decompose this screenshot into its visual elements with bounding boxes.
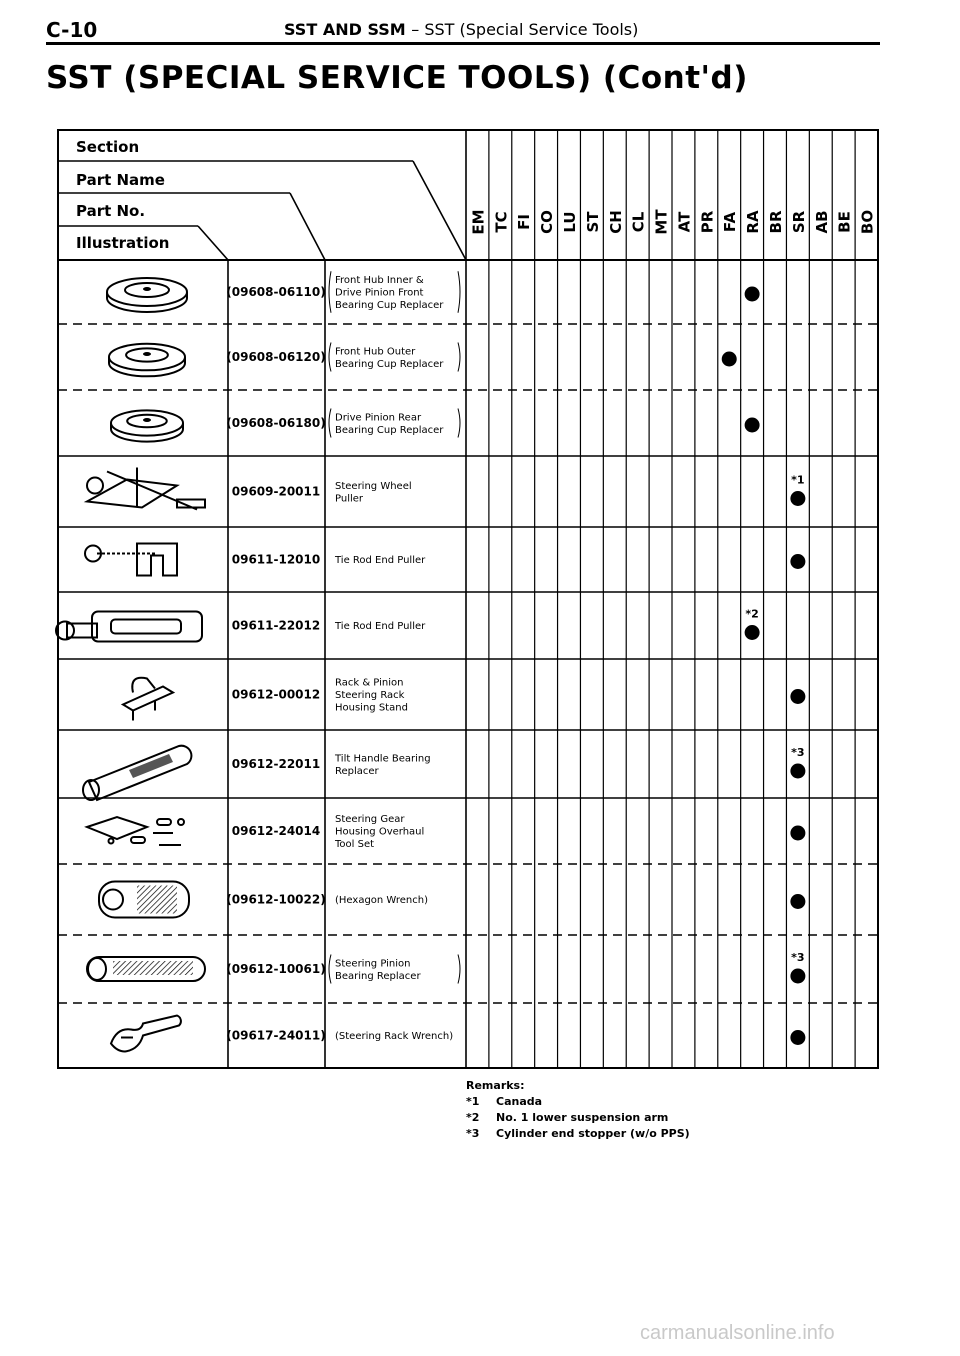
- remark-1-text: Canada: [496, 1095, 543, 1108]
- tool-row: [111, 409, 760, 442]
- remark-2-text: No. 1 lower suspension arm: [496, 1111, 669, 1124]
- applicability-note: *3: [791, 951, 805, 964]
- section-code-br: BR: [767, 210, 785, 234]
- section-code-ab: AB: [812, 210, 831, 234]
- part-name-line: Replacer: [335, 765, 379, 777]
- section-code-mt: MT: [652, 209, 671, 235]
- applicability-dot: [745, 625, 760, 640]
- applicability-dot: [790, 689, 805, 704]
- section-code-pr: PR: [698, 210, 717, 234]
- running-title-main: SST AND SSM: [284, 20, 406, 39]
- remark-1-key: *1: [466, 1095, 480, 1108]
- section-code-bo: BO: [858, 209, 877, 235]
- page-title: SST (SPECIAL SERVICE TOOLS) (Cont'd): [46, 60, 748, 96]
- cup-replacer-medium-illustration: [109, 344, 185, 377]
- tool-row: [56, 608, 760, 642]
- header-diagonal-part-no: [198, 226, 228, 260]
- part-name-line: Front Hub Outer: [335, 346, 416, 358]
- section-code-co: CO: [538, 210, 557, 234]
- tool-row: [87, 468, 805, 510]
- tool-row: [85, 544, 805, 576]
- section-code-be: BE: [835, 211, 854, 233]
- part-number: (09608-06110): [226, 285, 326, 299]
- overhaul-tool-set-illustration: [87, 817, 184, 845]
- housing-stand-illustration: [123, 678, 173, 721]
- remark-2: [466, 1110, 690, 1126]
- section-code-ch: CH: [606, 210, 625, 234]
- tool-row: [87, 951, 805, 984]
- section-code-ra: RA: [744, 210, 763, 234]
- bearing-replacer-illustration: [83, 746, 191, 800]
- header-part-no-label: Part No.: [76, 202, 146, 220]
- watermark: carmanualsonline.info: [640, 1322, 835, 1344]
- part-name-line: Tool Set: [335, 839, 375, 850]
- applicability-note: *3: [791, 746, 805, 759]
- applicability-dot: [790, 969, 805, 984]
- applicability-dot: [790, 826, 805, 841]
- applicability-dot: [790, 554, 805, 569]
- part-name-line: Housing Stand: [335, 702, 408, 714]
- header-diagonal-part-name: [290, 193, 325, 260]
- applicability-note: *1: [791, 473, 805, 487]
- part-name-line: Steering Gear: [335, 814, 405, 825]
- remarks: [466, 1078, 690, 1142]
- cup-replacer-small-illustration: [111, 410, 183, 441]
- part-name-line: Drive Pinion Front: [335, 287, 424, 299]
- remark-2-key: *2: [466, 1111, 480, 1124]
- rack-wrench-illustration: [111, 1016, 181, 1052]
- applicability-note: *2: [745, 607, 759, 621]
- header-diagonal-section: [413, 161, 466, 260]
- part-number: (09608-06180): [226, 416, 326, 430]
- table-frame: [58, 130, 878, 1068]
- pinion-replacer-illustration: [87, 957, 205, 981]
- part-number: (09612-10061): [226, 962, 326, 976]
- part-number: 09611-22012: [231, 618, 321, 633]
- steering-wheel-puller-illustration: [87, 468, 205, 510]
- remarks-title: Remarks:: [466, 1079, 525, 1092]
- part-name-line: Bearing Cup Replacer: [335, 358, 444, 370]
- part-name-line: Steering Wheel: [335, 480, 412, 492]
- table-grid: [58, 130, 878, 1068]
- section-code-sr: SR: [789, 210, 808, 234]
- part-name-line: Tie Rod End Puller: [335, 555, 426, 566]
- tool-row: [107, 271, 760, 313]
- remark-3: [466, 1126, 690, 1142]
- part-name-line: Front Hub Inner &: [335, 275, 424, 286]
- bracket-right: [458, 271, 460, 313]
- part-name-line: Drive Pinion Rear: [335, 412, 422, 424]
- bracket-left: [329, 343, 331, 372]
- bracket-left: [329, 409, 331, 438]
- applicability-dot: [790, 894, 805, 909]
- header-section-label: Section: [76, 138, 140, 156]
- part-number: 09612-00012: [231, 687, 321, 702]
- applicability-dot: [722, 352, 737, 367]
- part-number: (09612-10022): [226, 892, 326, 907]
- part-name-line: Puller: [335, 493, 364, 505]
- header-part-name-label: Part Name: [76, 171, 165, 189]
- section-code-fa: FA: [721, 211, 740, 233]
- applicability-dot: [745, 287, 760, 302]
- cup-replacer-large-illustration: [107, 278, 187, 312]
- header-illustration-label: Illustration: [76, 234, 170, 252]
- part-number: 09609-20011: [231, 484, 321, 499]
- part-number: 09611-12010: [231, 552, 321, 567]
- section-code-lu: LU: [561, 211, 579, 233]
- tool-row: [83, 746, 805, 800]
- part-number: 09612-22011: [231, 757, 321, 771]
- part-name-line: Bearing Replacer: [335, 970, 421, 982]
- bracket-right: [458, 955, 460, 984]
- part-name-line: Steering Pinion: [335, 958, 411, 970]
- tool-row: [99, 882, 805, 918]
- remark-3-text: Cylinder end stopper (w/o PPS): [496, 1127, 690, 1140]
- page-number: C-10: [46, 18, 98, 42]
- part-name-line: Tie Rod End Puller: [335, 621, 426, 632]
- section-code-at: AT: [675, 211, 694, 233]
- part-name-line: Bearing Cup Replacer: [335, 424, 444, 436]
- bracket-left: [329, 271, 331, 313]
- tie-rod-puller-illustration: [85, 544, 177, 576]
- part-name-line: Steering Rack: [335, 690, 405, 701]
- part-name-line: Housing Overhaul: [335, 826, 425, 838]
- part-name-line: Bearing Cup Replacer: [335, 300, 444, 311]
- applicability-dot: [790, 1030, 805, 1045]
- part-name-line: (Hexagon Wrench): [335, 895, 428, 906]
- bracket-right: [458, 343, 460, 372]
- part-number: 09612-24014: [231, 824, 321, 838]
- remark-3-key: *3: [466, 1127, 480, 1140]
- section-codes: [469, 209, 876, 235]
- tie-rod-puller-large-illustration: [56, 612, 202, 642]
- section-code-tc: TC: [492, 211, 511, 233]
- applicability-dot: [790, 764, 805, 779]
- tool-row: [87, 814, 805, 850]
- tool-row: [111, 1016, 805, 1052]
- hexagon-wrench-illustration: [99, 882, 189, 918]
- section-code-em: EM: [469, 209, 488, 235]
- applicability-dot: [790, 491, 805, 506]
- part-name-line: (Steering Rack Wrench): [335, 1031, 454, 1042]
- part-number: (09608-06120): [226, 350, 326, 364]
- bracket-left: [329, 955, 331, 984]
- remark-1: [466, 1094, 690, 1110]
- section-code-fi: FI: [515, 214, 534, 230]
- part-number: (09617-24011): [226, 1028, 326, 1043]
- part-name-line: Rack & Pinion: [335, 677, 404, 689]
- running-title-rest: – SST (Special Service Tools): [411, 20, 639, 39]
- applicability-dot: [745, 418, 760, 433]
- tool-row: [109, 343, 737, 377]
- part-name-line: Tilt Handle Bearing: [335, 753, 431, 765]
- bracket-right: [458, 409, 460, 438]
- section-code-st: ST: [583, 211, 602, 233]
- tool-row: [123, 678, 805, 721]
- table-header: [76, 138, 169, 252]
- section-code-cl: CL: [629, 211, 648, 233]
